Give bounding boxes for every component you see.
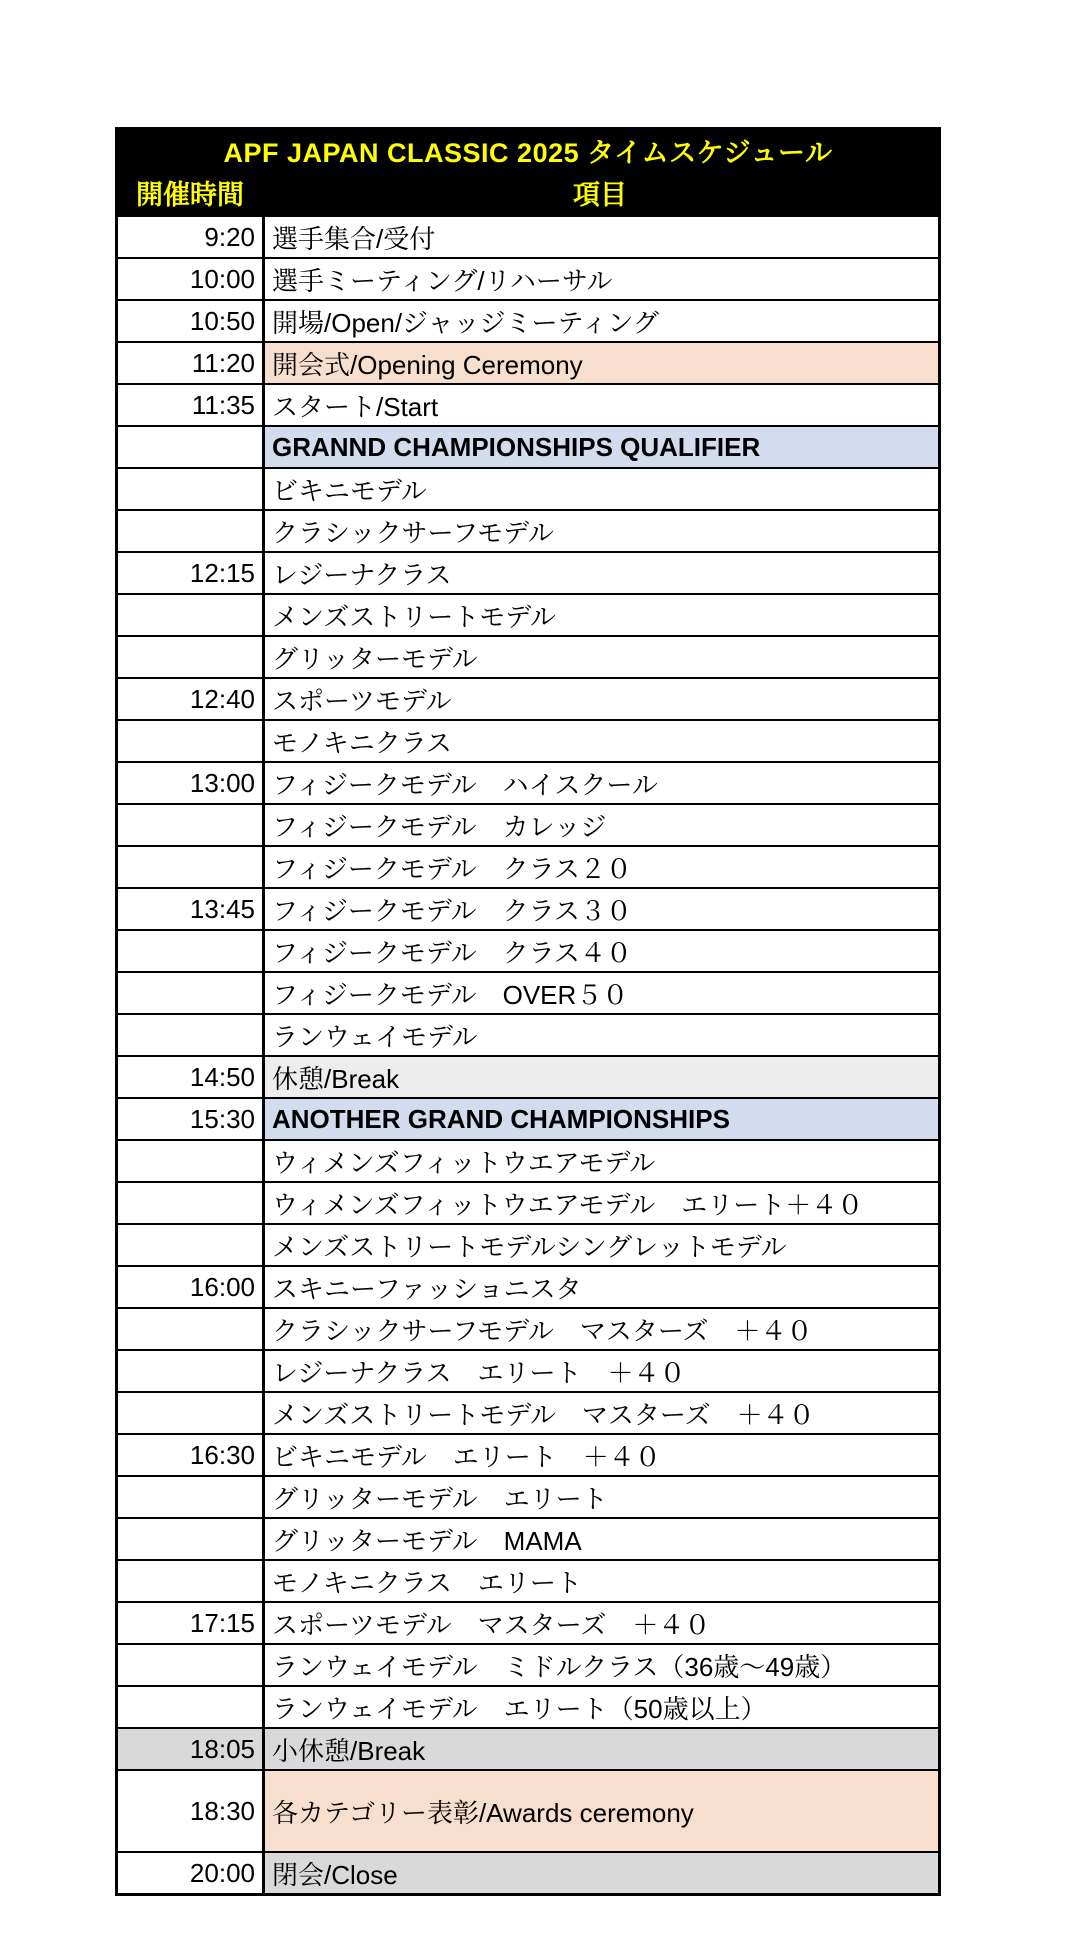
table-row bbox=[118, 887, 938, 929]
time-cell: 9:20 bbox=[118, 217, 262, 257]
table-row bbox=[118, 677, 938, 719]
time-cell bbox=[118, 1645, 262, 1685]
time-cell bbox=[118, 721, 262, 761]
time-cell bbox=[118, 637, 262, 677]
item-cell: フィジークモデル カレッジ bbox=[262, 805, 938, 845]
item-cell: メンズストリートモデル bbox=[262, 595, 938, 635]
table-row bbox=[118, 1643, 938, 1685]
table-row bbox=[118, 1685, 938, 1727]
table-row bbox=[118, 845, 938, 887]
time-cell bbox=[118, 1183, 262, 1223]
time-cell bbox=[118, 1225, 262, 1265]
time-cell bbox=[118, 805, 262, 845]
time-cell bbox=[118, 1015, 262, 1055]
table-row bbox=[118, 1181, 938, 1223]
time-cell bbox=[118, 1309, 262, 1349]
time-cell: 11:35 bbox=[118, 385, 262, 425]
table-row bbox=[118, 971, 938, 1013]
item-cell: 休憩/Break bbox=[262, 1057, 938, 1097]
item-cell: GRANND CHAMPIONSHIPS QUALIFIER bbox=[262, 427, 938, 467]
item-cell: ビキニモデル bbox=[262, 469, 938, 509]
item-cell: モノキニクラス bbox=[262, 721, 938, 761]
time-cell bbox=[118, 1561, 262, 1601]
table-row bbox=[118, 1601, 938, 1643]
table-row bbox=[118, 1851, 938, 1893]
time-cell: 18:05 bbox=[118, 1729, 262, 1769]
item-cell: ランウェイモデル bbox=[262, 1015, 938, 1055]
item-cell: 選手集合/受付 bbox=[262, 217, 938, 257]
item-cell: 開場/Open/ジャッジミーティング bbox=[262, 301, 938, 341]
time-cell bbox=[118, 1519, 262, 1559]
time-cell bbox=[118, 1141, 262, 1181]
time-cell bbox=[118, 973, 262, 1013]
table-row bbox=[118, 383, 938, 425]
table-title: APF JAPAN CLASSIC 2025 タイムスケジュール bbox=[118, 130, 938, 170]
time-cell: 12:15 bbox=[118, 553, 262, 593]
table-row bbox=[118, 425, 938, 467]
item-cell: レジーナクラス bbox=[262, 553, 938, 593]
table-row bbox=[118, 1475, 938, 1517]
table-row bbox=[118, 551, 938, 593]
item-cell: ANOTHER GRAND CHAMPIONSHIPS bbox=[262, 1099, 938, 1139]
time-cell: 10:00 bbox=[118, 259, 262, 299]
table-row bbox=[118, 635, 938, 677]
time-cell bbox=[118, 595, 262, 635]
table-row bbox=[118, 1139, 938, 1181]
table-row bbox=[118, 761, 938, 803]
time-cell: 16:30 bbox=[118, 1435, 262, 1475]
item-cell: モノキニクラス エリート bbox=[262, 1561, 938, 1601]
item-cell: スポーツモデル マスターズ ＋４０ bbox=[262, 1603, 938, 1643]
item-cell: フィジークモデル クラス４０ bbox=[262, 931, 938, 971]
time-cell: 18:30 bbox=[118, 1771, 262, 1851]
time-cell: 13:45 bbox=[118, 889, 262, 929]
time-cell: 20:00 bbox=[118, 1853, 262, 1893]
item-cell: ビキニモデル エリート ＋４０ bbox=[262, 1435, 938, 1475]
item-cell: クラシックサーフモデル マスターズ ＋４０ bbox=[262, 1309, 938, 1349]
item-cell: 各カテゴリー表彰/Awards ceremony bbox=[262, 1771, 938, 1851]
table-row bbox=[118, 1769, 938, 1851]
table-row bbox=[118, 1055, 938, 1097]
time-cell bbox=[118, 1393, 262, 1433]
column-header-item: 項目 bbox=[573, 180, 627, 210]
item-cell: ウィメンズフィットウエアモデル エリート＋４０ bbox=[262, 1183, 938, 1223]
item-cell: フィジークモデル ハイスクール bbox=[262, 763, 938, 803]
table-row bbox=[118, 1517, 938, 1559]
time-cell: 14:50 bbox=[118, 1057, 262, 1097]
item-cell: クラシックサーフモデル bbox=[262, 511, 938, 551]
item-cell: ランウェイモデル エリート（50歳以上） bbox=[262, 1687, 938, 1727]
schedule-rows bbox=[118, 215, 938, 1893]
table-row bbox=[118, 929, 938, 971]
time-cell bbox=[118, 1687, 262, 1727]
item-cell: メンズストリートモデルシングレットモデル bbox=[262, 1225, 938, 1265]
table-row bbox=[118, 467, 938, 509]
time-cell bbox=[118, 847, 262, 887]
time-cell: 15:30 bbox=[118, 1099, 262, 1139]
table-row bbox=[118, 1223, 938, 1265]
table-row bbox=[118, 1559, 938, 1601]
time-cell bbox=[118, 427, 262, 467]
item-cell: ウィメンズフィットウエアモデル bbox=[262, 1141, 938, 1181]
item-cell: グリッターモデル エリート bbox=[262, 1477, 938, 1517]
item-cell: グリッターモデル bbox=[262, 637, 938, 677]
table-row bbox=[118, 1391, 938, 1433]
time-cell: 13:00 bbox=[118, 763, 262, 803]
item-cell: 小休憩/Break bbox=[262, 1729, 938, 1769]
column-header-time: 開催時間 bbox=[136, 180, 244, 210]
item-cell: 閉会/Close bbox=[262, 1853, 938, 1893]
table-row bbox=[118, 1265, 938, 1307]
table-row bbox=[118, 509, 938, 551]
item-cell: レジーナクラス エリート ＋４０ bbox=[262, 1351, 938, 1391]
table-row bbox=[118, 1013, 938, 1055]
item-cell: ランウェイモデル ミドルクラス（36歳～49歳） bbox=[262, 1645, 938, 1685]
table-row bbox=[118, 257, 938, 299]
table-row bbox=[118, 299, 938, 341]
item-cell: スポーツモデル bbox=[262, 679, 938, 719]
table-row bbox=[118, 1307, 938, 1349]
time-cell bbox=[118, 469, 262, 509]
schedule-table bbox=[115, 127, 941, 1896]
time-cell: 12:40 bbox=[118, 679, 262, 719]
item-cell: 開会式/Opening Ceremony bbox=[262, 343, 938, 383]
time-cell: 11:20 bbox=[118, 343, 262, 383]
time-cell: 10:50 bbox=[118, 301, 262, 341]
time-cell bbox=[118, 931, 262, 971]
item-cell: グリッターモデル MAMA bbox=[262, 1519, 938, 1559]
table-row bbox=[118, 803, 938, 845]
item-cell: スキニーファッショニスタ bbox=[262, 1267, 938, 1307]
item-cell: メンズストリートモデル マスターズ ＋４０ bbox=[262, 1393, 938, 1433]
table-row bbox=[118, 1727, 938, 1769]
table-row bbox=[118, 593, 938, 635]
time-cell bbox=[118, 511, 262, 551]
table-row bbox=[118, 1349, 938, 1391]
table-row bbox=[118, 341, 938, 383]
item-cell: フィジークモデル OVER５０ bbox=[262, 973, 938, 1013]
item-cell: フィジークモデル クラス２０ bbox=[262, 847, 938, 887]
table-row bbox=[118, 719, 938, 761]
table-row bbox=[118, 1433, 938, 1475]
column-header-row bbox=[118, 170, 938, 215]
table-row bbox=[118, 1097, 938, 1139]
time-cell: 17:15 bbox=[118, 1603, 262, 1643]
time-cell bbox=[118, 1477, 262, 1517]
item-cell: フィジークモデル クラス３０ bbox=[262, 889, 938, 929]
time-cell: 16:00 bbox=[118, 1267, 262, 1307]
item-cell: スタート/Start bbox=[262, 385, 938, 425]
table-row bbox=[118, 215, 938, 257]
item-cell: 選手ミーティング/リハーサル bbox=[262, 259, 938, 299]
time-cell bbox=[118, 1351, 262, 1391]
